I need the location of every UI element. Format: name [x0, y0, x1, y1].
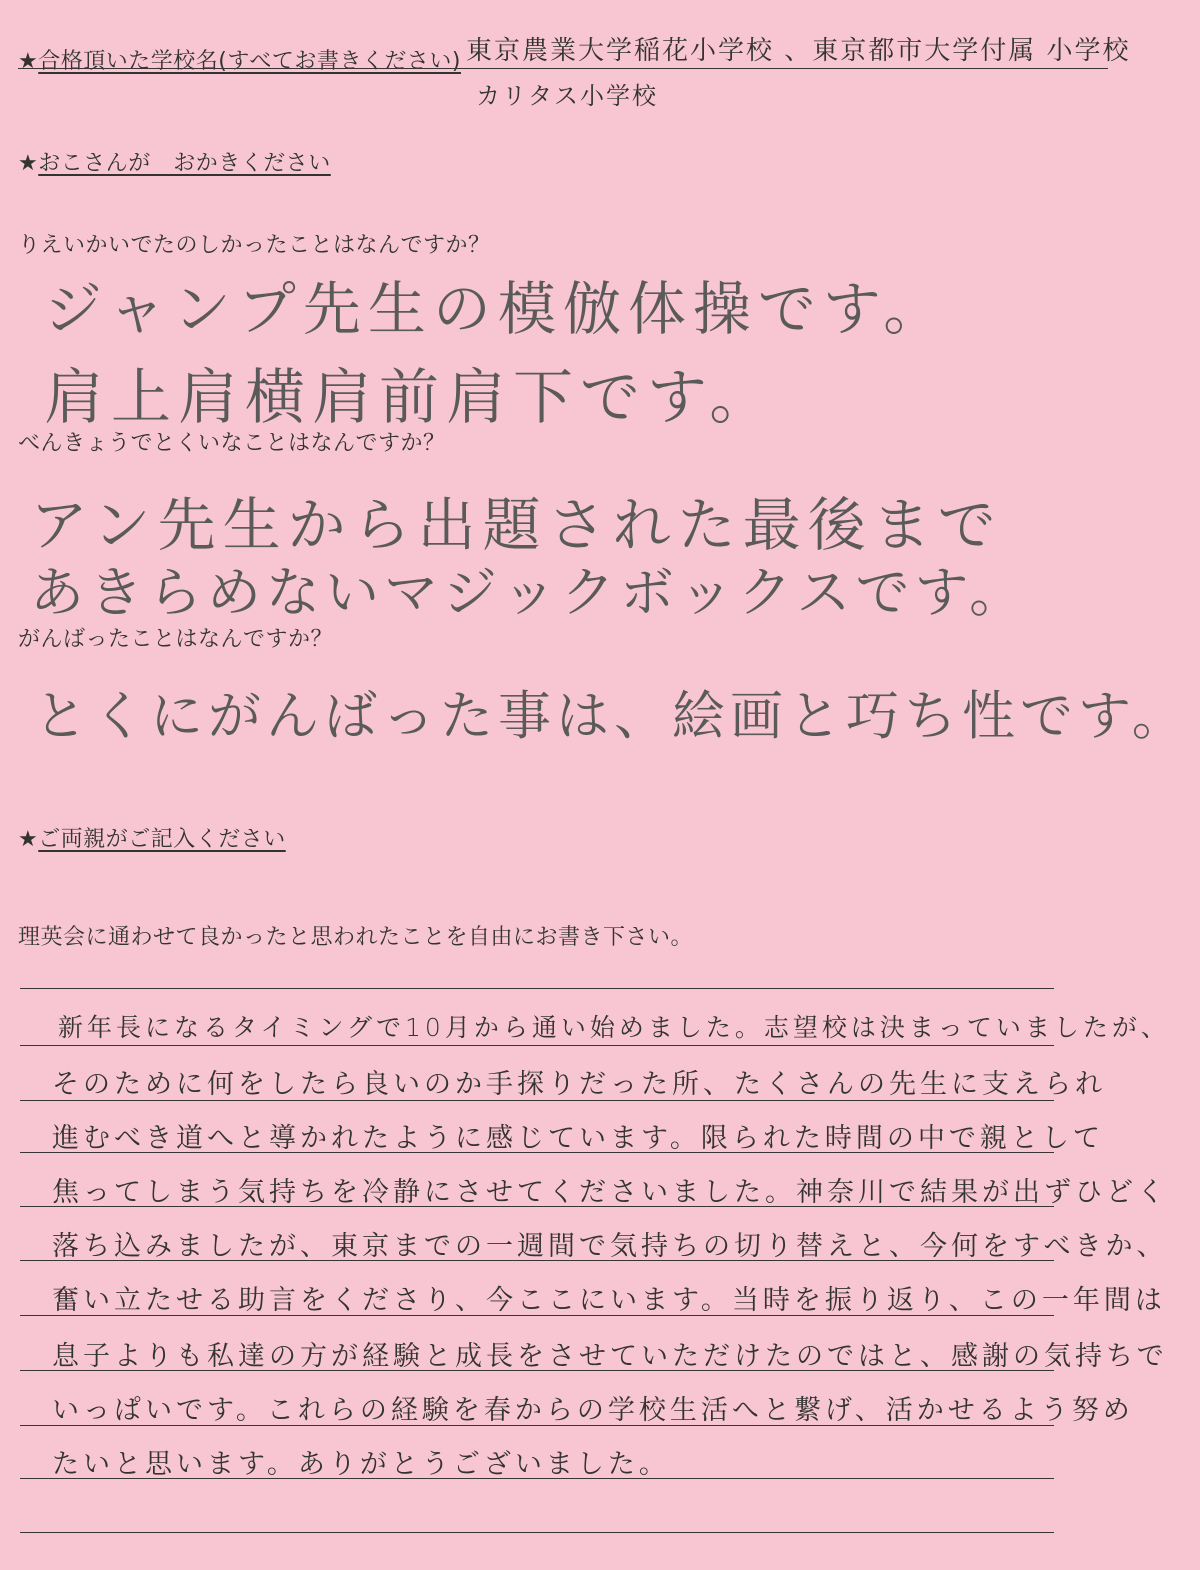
parent-line: 息子よりも私達の方が経験と成長をさせていただけたのではと、感謝の気持ちで — [52, 1341, 1168, 1372]
answer-effort-line1: とくにがんばった事は、絵画と巧ち性です。 — [34, 686, 1190, 747]
child-heading-text: おこさんが おかきください — [38, 151, 331, 176]
parent-line: 落ち込みましたが、東京までの一週間で気持ちの切り替えと、今何をすべきか、 — [52, 1231, 1168, 1262]
parent-line: たいと思います。ありがとうございました。 — [52, 1449, 670, 1480]
answer-fun-line1: ジャンプ先生の模倣体操です。 — [44, 275, 949, 343]
question-fun: りえいかいでたのしかったことはなんですか？ — [18, 233, 491, 258]
school-names-line2: カリタス小学校 — [476, 82, 658, 110]
parent-line: 奮い立たせる助言をくださり、今ここにいます。当時を振り返り、この一年間は — [52, 1285, 1166, 1316]
parent-prompt: 理英会に通わせて良かったと思われたことを自由にお書き下さい。 — [18, 925, 694, 950]
ruled-line — [20, 1045, 1054, 1046]
star-icon: ★ — [18, 151, 39, 176]
parent-line: 焦ってしまう気持ちを冷静にさせてくださいました。神奈川で結果が出ずひどく — [52, 1177, 1168, 1208]
parent-section-heading — [18, 822, 286, 853]
star-icon: ★ — [18, 49, 39, 74]
ruled-line — [20, 1532, 1054, 1533]
child-section-heading — [18, 146, 331, 177]
school-label: 合格頂いた学校名(すべてお書きください) — [38, 49, 461, 74]
answer-study-line2: あきらめないマジックボックスです。 — [30, 561, 1029, 624]
parent-heading-text: ご両親がご記入ください — [38, 827, 286, 852]
question-effort: がんばったことはなんですか？ — [18, 627, 334, 652]
parent-line: いっぱいです。これらの経験を春からの学校生活へと繋げ、活かせるよう努め — [52, 1395, 1134, 1426]
school-underline — [18, 68, 1108, 69]
parent-line: そのために何をしたら良いのか手探りだった所、たくさんの先生に支えられ — [52, 1069, 1106, 1100]
star-icon: ★ — [18, 827, 39, 852]
answer-study-line1: アン先生から出題された最後まで — [30, 491, 1003, 559]
parent-line: 進むべき道へと導かれたように感じています。限られた時間の中で親として — [52, 1123, 1104, 1154]
school-names-line1: 東京農業大学稲花小学校 、東京都市大学付属 小学校 — [466, 36, 1131, 66]
parent-line: 新年長になるタイミングで10月から通い始めました。志望校は決まっていましたが、 — [58, 1013, 1170, 1042]
answer-fun-line2: 肩上肩横肩前肩下です。 — [44, 363, 777, 433]
school-label-row — [18, 44, 461, 75]
ruled-line — [20, 988, 1054, 989]
question-study: べんきょうでとくいなことはなんですか？ — [18, 431, 446, 456]
